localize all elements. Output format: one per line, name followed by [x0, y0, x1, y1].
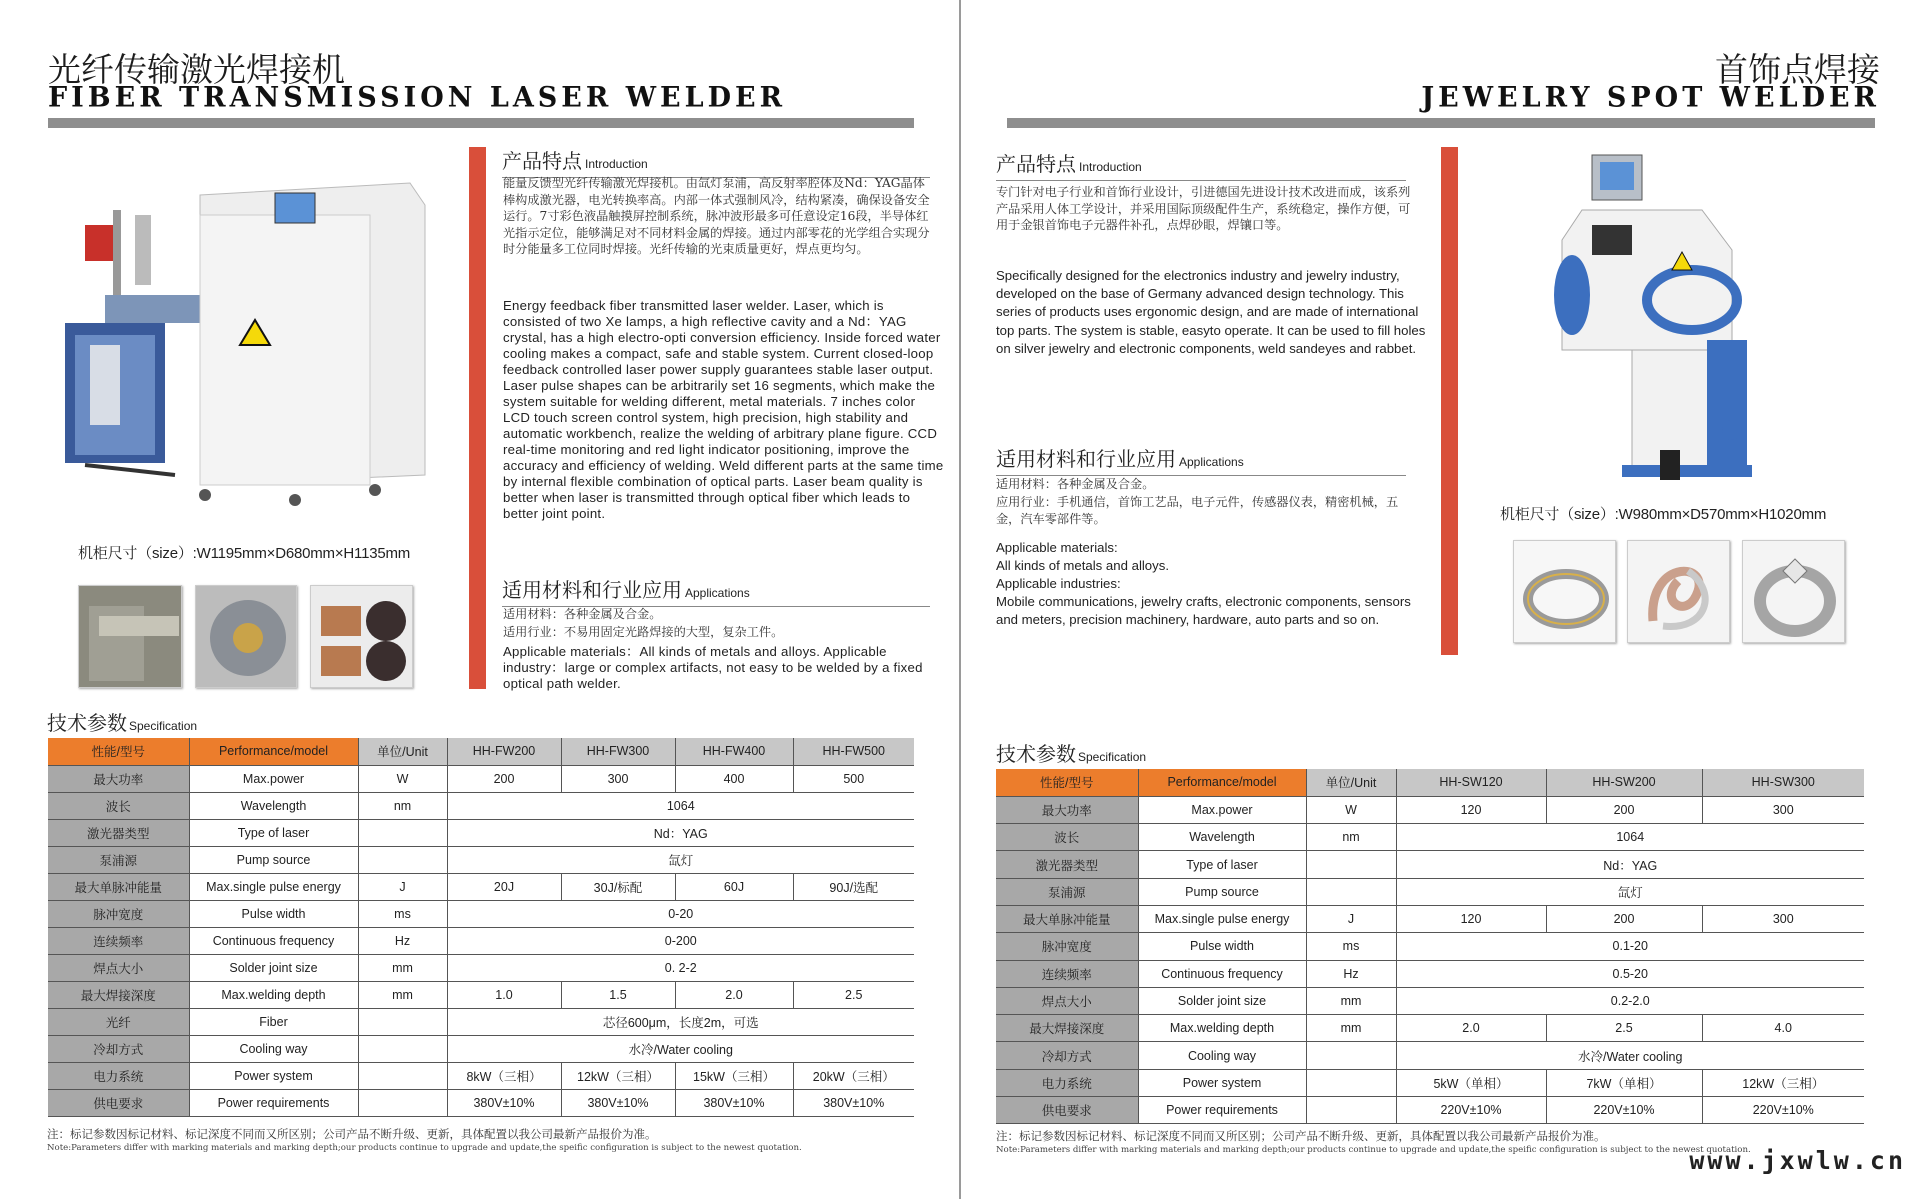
table-cell: mm — [358, 954, 447, 981]
table-row — [48, 819, 914, 846]
table-row — [48, 765, 914, 792]
table-cell: 7kW（单相） — [1546, 1069, 1702, 1096]
table-cell: 300 — [561, 765, 675, 792]
left-sample-thumb-1 — [78, 585, 182, 688]
table-cell: Wavelength — [189, 792, 358, 819]
left-intro-heading: 产品特点 Introduction — [502, 145, 930, 178]
right-spec-table — [996, 769, 1864, 1124]
table-cell: 1.0 — [447, 981, 561, 1008]
right-ring-thumb-2 — [1627, 540, 1730, 643]
table-row — [996, 960, 1864, 987]
table-cell: J — [358, 873, 447, 900]
right-intro-zh: 专门针对电子行业和首饰行业设计，引进德国先进设计技术改进而成，该系列产品采用人体工学设计，并采用国际顶级配件生产，系统稳定，操作方便，可用于金银首饰电子元器件补孔，点焊砂眼，焊镶口等。 — [996, 185, 1411, 232]
table-header-cell: HH-FW200 — [447, 738, 561, 765]
right-app-heading: 适用材料和行业应用 Applications — [996, 443, 1406, 476]
table-cell: 最大功率 — [996, 796, 1138, 823]
table-cell: nm — [358, 792, 447, 819]
table-cell: 氙灯 — [1396, 878, 1864, 905]
left-page — [0, 0, 958, 1199]
table-row — [48, 900, 914, 927]
table-cell: 水冷/Water cooling — [1396, 1042, 1864, 1069]
table-row — [48, 846, 914, 873]
table-cell: 0-200 — [447, 927, 914, 954]
table-cell — [1306, 1097, 1396, 1124]
table-cell: 0.1-20 — [1396, 933, 1864, 960]
table-cell: Max.welding depth — [189, 981, 358, 1008]
table-cell: 220V±10% — [1546, 1097, 1702, 1124]
left-note-en: Note:Parameters differ with marking materials and marking depth;our products continue to upgrade and update,the speific configuration is subject to the newest quotation. — [47, 1143, 802, 1153]
table-cell: 波长 — [996, 824, 1138, 851]
left-title-en: FIBER TRANSMISSION LASER WELDER — [48, 81, 787, 114]
table-cell: 200 — [1546, 796, 1702, 823]
table-cell: 1.5 — [561, 981, 675, 1008]
table-row — [996, 1015, 1864, 1042]
table-cell — [358, 1035, 447, 1062]
table-cell: 200 — [1546, 905, 1702, 932]
right-app-zh-1: 适用材料：各种金属及合金。 — [996, 477, 1155, 491]
table-cell — [358, 1062, 447, 1089]
right-page — [962, 0, 1920, 1199]
jewelry-spot-welder-image — [1542, 150, 1772, 490]
table-cell: 120 — [1396, 905, 1546, 932]
table-cell: Max.welding depth — [1138, 1015, 1306, 1042]
right-title-en: JEWELRY SPOT WELDER — [1421, 81, 1880, 114]
table-cell: Power requirements — [189, 1089, 358, 1116]
table-row — [996, 1069, 1864, 1096]
right-app-en-1: Applicable materials: — [996, 540, 1118, 555]
table-header-cell: 性能/型号 — [996, 769, 1138, 796]
table-row — [996, 824, 1864, 851]
table-cell: 焊点大小 — [996, 987, 1138, 1014]
table-cell: Solder joint size — [1138, 987, 1306, 1014]
table-cell: 12kW（三相） — [1702, 1069, 1864, 1096]
right-title-bar — [1007, 118, 1875, 128]
table-cell: 120 — [1396, 796, 1546, 823]
table-cell — [358, 1089, 447, 1116]
right-size-caption: 机柜尺寸（size）:W980mm×D570mm×H1020mm — [1500, 506, 1827, 523]
table-cell: 芯径600μm，长度2m，可选 — [447, 1008, 914, 1035]
left-sample-thumb-2 — [195, 585, 297, 688]
table-cell: Pulse width — [189, 900, 358, 927]
table-header-row — [48, 738, 914, 765]
right-ring-thumb-3 — [1742, 540, 1845, 643]
table-cell: W — [1306, 796, 1396, 823]
table-cell: 300 — [1702, 905, 1864, 932]
table-cell: Wavelength — [1138, 824, 1306, 851]
table-row — [48, 1008, 914, 1035]
table-cell: 200 — [447, 765, 561, 792]
table-cell: Nd：YAG — [1396, 851, 1864, 878]
table-cell: 激光器类型 — [48, 819, 189, 846]
table-cell: 4.0 — [1702, 1015, 1864, 1042]
table-cell: 0-20 — [447, 900, 914, 927]
right-app-en-4: Mobile communications, jewelry crafts, electronic components, sensors and meters, precision machinery, hardware, auto parts and so on. — [996, 594, 1411, 628]
table-cell: 最大单脉冲能量 — [996, 905, 1138, 932]
table-cell: 连续频率 — [48, 927, 189, 954]
left-spec-heading: 技术参数 Specification — [47, 711, 198, 735]
table-cell: Max.single pulse energy — [1138, 905, 1306, 932]
table-cell: 供电要求 — [996, 1097, 1138, 1124]
table-cell: 0.5-20 — [1396, 960, 1864, 987]
table-cell: Cooling way — [1138, 1042, 1306, 1069]
table-row — [996, 878, 1864, 905]
table-row — [48, 1062, 914, 1089]
table-cell: 380V±10% — [675, 1089, 793, 1116]
table-cell: 90J/选配 — [793, 873, 914, 900]
table-cell: 连续频率 — [996, 960, 1138, 987]
table-cell — [1306, 1069, 1396, 1096]
table-cell: 380V±10% — [793, 1089, 914, 1116]
table-row — [996, 1097, 1864, 1124]
table-cell: 300 — [1702, 796, 1864, 823]
table-cell: Cooling way — [189, 1035, 358, 1062]
table-cell: Continuous frequency — [1138, 960, 1306, 987]
table-cell: Pump source — [1138, 878, 1306, 905]
table-cell: Fiber — [189, 1008, 358, 1035]
table-row — [996, 796, 1864, 823]
table-cell: 2.0 — [1396, 1015, 1546, 1042]
table-header-row — [996, 769, 1864, 796]
table-cell: 20J — [447, 873, 561, 900]
table-cell: Pulse width — [1138, 933, 1306, 960]
table-cell — [1306, 1042, 1396, 1069]
table-cell: 20kW（三相） — [793, 1062, 914, 1089]
left-spec-table — [48, 738, 914, 1117]
table-cell: 波长 — [48, 792, 189, 819]
table-cell: 水冷/Water cooling — [447, 1035, 914, 1062]
table-row — [48, 927, 914, 954]
table-cell: mm — [1306, 987, 1396, 1014]
table-cell: Power requirements — [1138, 1097, 1306, 1124]
left-accent-bar — [469, 147, 486, 689]
table-cell: 泵浦源 — [48, 846, 189, 873]
table-cell: ms — [358, 900, 447, 927]
left-app-heading: 适用材料和行业应用 Applications — [502, 574, 930, 607]
table-cell: 500 — [793, 765, 914, 792]
table-row — [48, 954, 914, 981]
table-cell: ms — [1306, 933, 1396, 960]
right-spec-heading: 技术参数 Specification — [996, 742, 1147, 766]
left-title-bar — [48, 118, 914, 128]
site-watermark: www.jxwlw.cn — [1689, 1146, 1906, 1175]
table-cell: 2.0 — [675, 981, 793, 1008]
table-header-cell: 性能/型号 — [48, 738, 189, 765]
table-cell — [1306, 851, 1396, 878]
table-cell: 15kW（三相） — [675, 1062, 793, 1089]
table-cell: Solder joint size — [189, 954, 358, 981]
left-note-zh: 注：标记参数因标记材料、标记深度不同而又所区别；公司产品不断升级、更新，具体配置以我公司最新产品报价为准。 — [47, 1127, 657, 1141]
table-header-cell: Performance/model — [189, 738, 358, 765]
table-header-cell: HH-FW300 — [561, 738, 675, 765]
table-cell: mm — [1306, 1015, 1396, 1042]
right-accent-bar — [1441, 147, 1458, 655]
table-cell: Type of laser — [189, 819, 358, 846]
left-app-en: Applicable materials：All kinds of metals and alloys. Applicable industry：large or complex artifacts, not easy to be welded by a fixed optical path welder. — [503, 644, 923, 691]
table-cell: Power system — [1138, 1069, 1306, 1096]
table-cell: 最大单脉冲能量 — [48, 873, 189, 900]
table-cell: Type of laser — [1138, 851, 1306, 878]
fiber-laser-welder-image — [55, 175, 455, 515]
table-cell: 冷却方式 — [996, 1042, 1138, 1069]
table-header-cell: Performance/model — [1138, 769, 1306, 796]
table-cell: 0.2-2.0 — [1396, 987, 1864, 1014]
table-cell: 最大焊接深度 — [48, 981, 189, 1008]
table-cell: 1064 — [1396, 824, 1864, 851]
left-intro-en: Energy feedback fiber transmitted laser welder. Laser, which is consisted of two Xe lamps, a high reflective cavity and a Nd：YAG crystal, has a high electro-opti conversion efficiency. Inside forced water cooling makes a compact, safe and stable system. Current closed-loop feedback controlled laser power supply guarantees stable laser output. Laser pulse shapes can be arbitrarily set 16 segments, which make the system suitable for welding different, metal materials. 7 inches color LCD touch screen control system, high precision, high stability and automatic workbench, realize the welding of arbitrary plane figure. CCD real-time monitoring and red light indicator positioning, improve the accuracy and efficiency of welding. Weld different parts at the same time by internal flexible combination of optical parts. Laser beam quality is better when laser is transmitted through optical fiber which leads to better joint point. — [503, 298, 944, 521]
table-cell: 380V±10% — [561, 1089, 675, 1116]
table-cell: 380V±10% — [447, 1089, 561, 1116]
right-note-en: Note:Parameters differ with marking materials and marking depth;our products continue to upgrade and update,the speific configuration is subject to the newest quotation. — [996, 1145, 1751, 1155]
table-cell: 泵浦源 — [996, 878, 1138, 905]
right-ring-thumb-1 — [1513, 540, 1616, 643]
table-cell: 供电要求 — [48, 1089, 189, 1116]
table-cell: J — [1306, 905, 1396, 932]
table-cell: 400 — [675, 765, 793, 792]
table-cell — [358, 846, 447, 873]
table-cell: Continuous frequency — [189, 927, 358, 954]
table-cell: 焊点大小 — [48, 954, 189, 981]
right-intro-heading: 产品特点 Introduction — [996, 148, 1406, 181]
table-header-cell: 单位/Unit — [1306, 769, 1396, 796]
right-app-zh-2: 应用行业：手机通信，首饰工艺品，电子元件，传感器仪表，精密机械，五金，汽车零部件等。 — [996, 495, 1399, 526]
table-cell — [358, 819, 447, 846]
table-header-cell: HH-SW300 — [1702, 769, 1864, 796]
table-cell: mm — [358, 981, 447, 1008]
left-app-zh-2: 适用行业：不易用固定光路焊接的大型，复杂工件。 — [503, 625, 784, 639]
table-cell: 1064 — [447, 792, 914, 819]
table-row — [996, 987, 1864, 1014]
table-header-cell: HH-SW200 — [1546, 769, 1702, 796]
table-cell: Power system — [189, 1062, 358, 1089]
table-cell: 2.5 — [793, 981, 914, 1008]
table-cell: 光纤 — [48, 1008, 189, 1035]
table-row — [48, 1035, 914, 1062]
right-note-zh: 注：标记参数因标记材料、标记深度不同而又所区别；公司产品不断升级、更新，具体配置以我公司最新产品报价为准。 — [996, 1129, 1606, 1143]
right-app-en-2: All kinds of metals and alloys. — [996, 558, 1169, 573]
table-header-cell: HH-FW400 — [675, 738, 793, 765]
right-title-zh: 首饰点焊接 — [1715, 50, 1880, 89]
table-cell: 60J — [675, 873, 793, 900]
table-row — [996, 851, 1864, 878]
table-cell: 最大焊接深度 — [996, 1015, 1138, 1042]
table-cell: Max.single pulse energy — [189, 873, 358, 900]
table-cell: Hz — [1306, 960, 1396, 987]
table-row — [996, 1042, 1864, 1069]
table-header-cell: HH-FW500 — [793, 738, 914, 765]
table-row — [996, 933, 1864, 960]
table-cell: 脉冲宽度 — [48, 900, 189, 927]
table-row — [996, 905, 1864, 932]
table-header-cell: 单位/Unit — [358, 738, 447, 765]
table-cell: 电力系统 — [48, 1062, 189, 1089]
left-sample-thumb-3 — [310, 585, 413, 688]
table-cell: 激光器类型 — [996, 851, 1138, 878]
table-row — [48, 873, 914, 900]
table-cell: 最大功率 — [48, 765, 189, 792]
page-spine — [959, 0, 961, 1199]
table-cell: 电力系统 — [996, 1069, 1138, 1096]
right-app-en-3: Applicable industries: — [996, 576, 1121, 591]
table-cell: Max.power — [1138, 796, 1306, 823]
left-intro-zh: 能量反馈型光纤传输激光焊接机。由氙灯泵浦，高反射率腔体及Nd：YAG晶体棒构成激光器，电光转换率高。内部一体式强制风冷，结构紧凑，确保设备安全运行。7寸彩色液晶触摸屏控制系统，脉冲波形最多可任意设定16段，半导体红光指示定位，能够满足对不同材料金属的焊接。通过内部零花的光学组合实现分时分能量多工位同时焊接。光纤传输的光束质量更好，焊点更均匀。 — [503, 176, 930, 256]
table-cell: Pump source — [189, 846, 358, 873]
table-cell: Hz — [358, 927, 447, 954]
table-cell: Nd：YAG — [447, 819, 914, 846]
left-size-caption: 机柜尺寸（size）:W1195mm×D680mm×H1135mm — [78, 545, 411, 562]
table-cell — [1306, 878, 1396, 905]
table-row — [48, 1089, 914, 1116]
table-cell: 220V±10% — [1396, 1097, 1546, 1124]
left-app-zh-1: 适用材料：各种金属及合金。 — [503, 607, 662, 621]
table-cell: 5kW（单相） — [1396, 1069, 1546, 1096]
table-cell: nm — [1306, 824, 1396, 851]
table-cell: W — [358, 765, 447, 792]
table-header-cell: HH-SW120 — [1396, 769, 1546, 796]
table-cell: 氙灯 — [447, 846, 914, 873]
left-title-zh: 光纤传输激光焊接机 — [48, 50, 345, 89]
table-row — [48, 792, 914, 819]
table-cell: 12kW（三相） — [561, 1062, 675, 1089]
table-cell — [358, 1008, 447, 1035]
table-cell: 2.5 — [1546, 1015, 1702, 1042]
table-cell: 脉冲宽度 — [996, 933, 1138, 960]
table-cell: 30J/标配 — [561, 873, 675, 900]
table-cell: 冷却方式 — [48, 1035, 189, 1062]
table-cell: 8kW（三相） — [447, 1062, 561, 1089]
table-cell: 220V±10% — [1702, 1097, 1864, 1124]
table-row — [48, 981, 914, 1008]
right-intro-en: Specifically designed for the electronics industry and jewelry industry, developed on the base of Germany advanced design technology. This series of products uses ergonomic design, and are made of international top parts. The system is stable, easyto operate. It can be used to fill holes on silver jewelry and electronic components, weld sandeyes and rabbet. — [996, 268, 1426, 356]
table-cell: Max.power — [189, 765, 358, 792]
table-cell: 0. 2-2 — [447, 954, 914, 981]
